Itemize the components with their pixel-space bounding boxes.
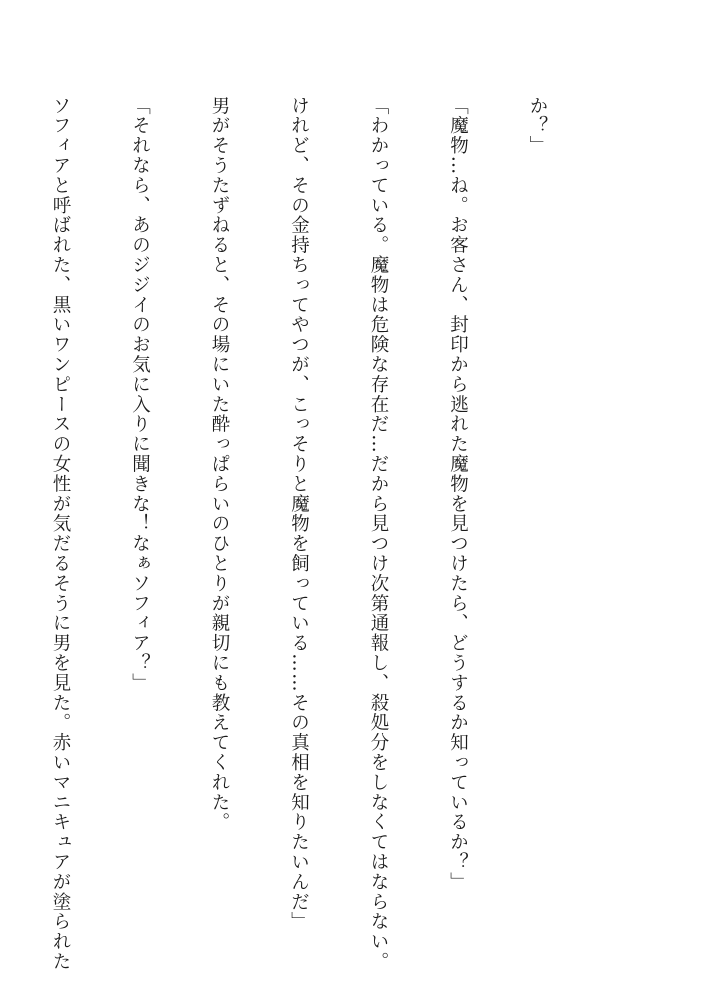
text-line: けれど、その金持ちってやつが、こっそりと魔物を飼っている……その真相を知りたいんだ」 bbox=[288, 96, 310, 932]
text-line: 「それなら、あのジジイのお気に入りに聞きな！なぁソフィア？」 bbox=[129, 96, 151, 693]
text-line: 「魔物…ね。お客さん、封印から逃れた魔物を見つけたら、どうするか知っているか？」 bbox=[447, 96, 469, 892]
text-line: ソフィアと呼ばれた、黒いワンピースの女性が気だるそうに男を見た。赤いマニキュアが塗られた bbox=[50, 96, 71, 972]
text-line: か？」 bbox=[527, 96, 548, 156]
vertical-text-body bbox=[0, 96, 603, 976]
text-line: 男がそうたずねると、その場にいた酔っぱらいのひとりが親切にも教えてくれた。 bbox=[209, 96, 230, 833]
text-line: 「わかっている。魔物は危険な存在だ…だから見つけ次第通報し、殺処分をしなくてはならない。 bbox=[368, 96, 389, 972]
